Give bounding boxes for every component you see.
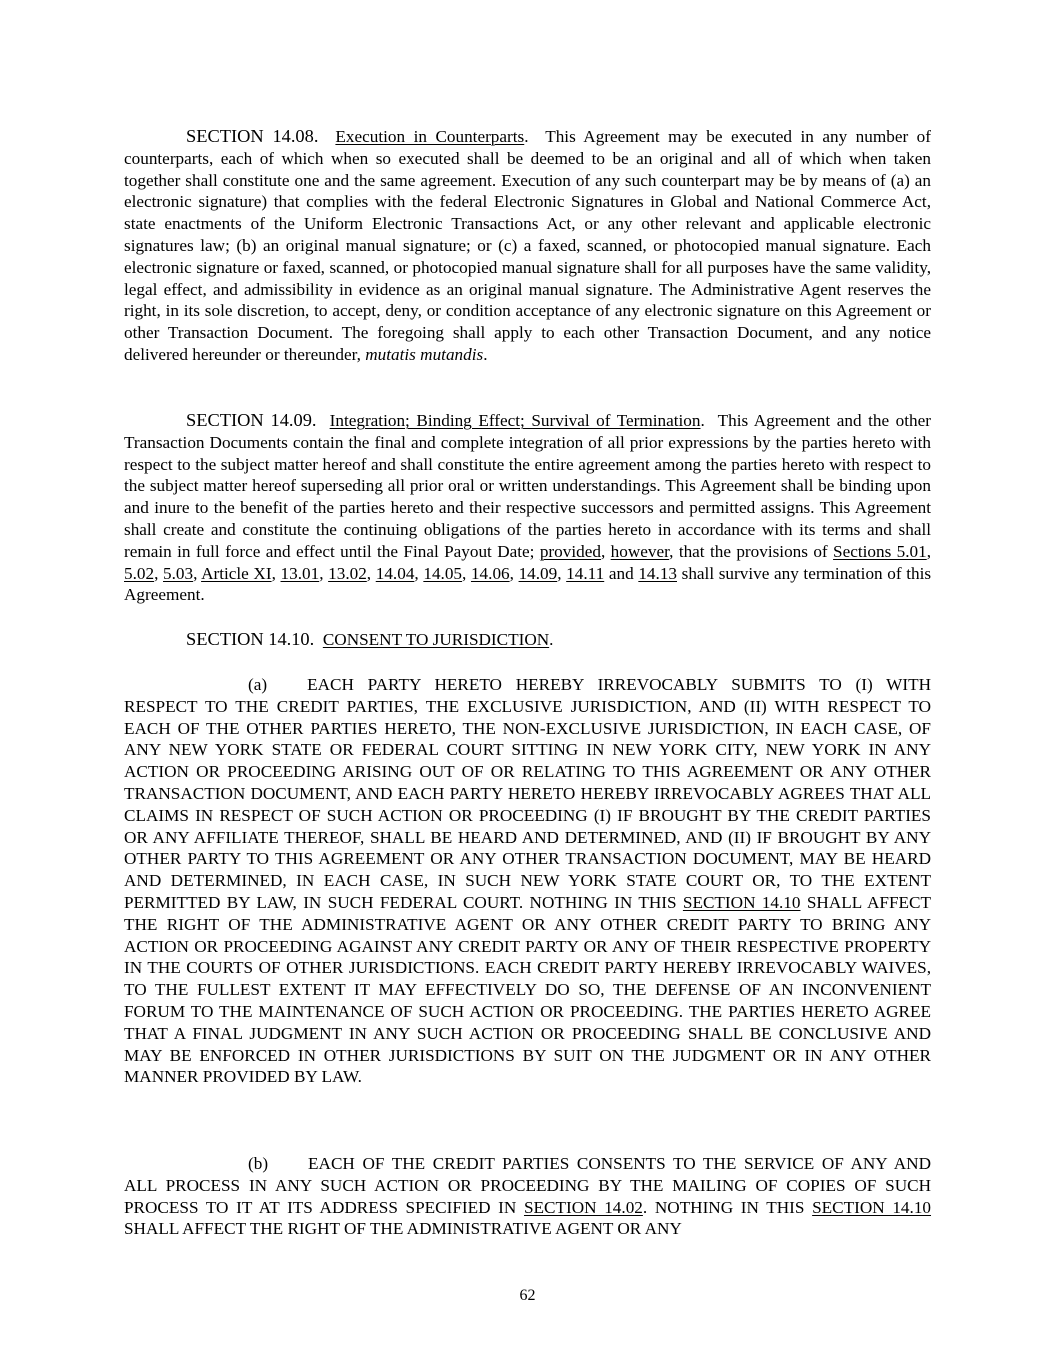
cross-reference: 14.11: [566, 563, 605, 583]
provided-term: provided: [539, 541, 601, 561]
cross-reference: 5.03: [163, 563, 194, 583]
section-heading: Execution in Counterparts: [335, 127, 525, 146]
cross-reference: 14.06: [470, 563, 510, 583]
clause-a: [124, 674, 931, 1088]
clause-body: EACH PARTY HERETO HEREBY IRREVOCABLY SUBMITS TO (I) WITH RESPECT TO THE CREDIT PARTIES, THE EXCLUSIVE JURISDICTION, AND (II) WITH RESPECT TO EACH OF THE OTHER PARTIES HERETO, THE NON-EXCLUSIVE JURISDICTION, IN EACH CASE, OF ANY NEW YORK STATE OR FEDERAL COURT SITTING IN NEW YORK CITY, NEW YORK IN ANY ACTION OR PROCEEDING ARISING OUT OF OR RELATING TO THIS AGREEMENT OR ANY OTHER TRANSACTION DOCUMENT, AND EACH PARTY HERETO HEREBY IRREVOCABLY AGREES THAT ALL CLAIMS IN RESPECT OF SUCH ACTION OR PROCEEDING (I) IF BROUGHT BY THE CREDIT PARTIES OR ANY AFFILIATE THEREOF, SHALL BE HEARD AND DETERMINED, AND (II) IF BROUGHT BY ANY OTHER PARTY TO THIS AGREEMENT OR ANY OTHER TRANSACTION DOCUMENT, MAY BE HEARD AND DETERMINED, IN EACH CASE, IN SUCH NEW YORK STATE COURT OR, TO THE EXTENT PERMITTED BY LAW, IN SUCH FEDERAL COURT. NOTHING IN THIS: [124, 675, 931, 912]
section-number: SECTION 14.08.: [186, 126, 319, 146]
section-body: This Agreement may be executed in any number of counterparts, each of which when so executed shall be deemed to be an original and all of which when taken together shall constitute one and the same agreement. Execution of any such counterpart may be by means of (a) an electronic signature) that complies with the federal Electronic Signatures in Global and National Commerce Act, state enactments of the Uniform Electronic Transactions Act, or any other relevant and applicable electronic signatures law; (b) an original manual signature; or (c) a faxed, scanned, or photocopied manual signature. Each electronic signature or faxed, scanned, or photocopied manual signature shall for all purposes have the same validity, legal effect, and admissibility in evidence as an original manual signature. The Administrative Agent reserves the right, in its sole discretion, to accept, deny, or condition acceptance of any electronic signature on this Agreement or other Transaction Document. The foregoing shall apply to each other Transaction Document, and any notice delivered hereunder or thereunder,: [124, 127, 931, 364]
section-14-09: SECTION 14.09. Integration; Binding Effect; Survival of Termination. This Agreement and the other Transaction Documents contain the final and complete integration of all prior expressions by the parties hereto with respect to the subject matter hereof and shall constitute the entire agreement among the parties hereto with respect to the subject matter hereof superseding all prior oral or written understandings. This Agreement shall be binding upon and inure to the benefit of the parties hereto and their respective successors and permitted assigns. This Agreement shall create and constitute the continuing obligations of the parties hereto in accordance with its terms and shall remain in full force and effect until the Final Payout Date; provided, however, that the provisions of Sections 5.01, 5.02, 5.03, Article XI, 13.01, 13.02, 14.04, 14.05, 14.06, 14.09, 14.11 and 14.13 shall survive any termination of this Agreement.: [124, 410, 932, 605]
clause-label: (a): [248, 675, 268, 694]
section-14-10-title: SECTION 14.10. CONSENT TO JURISDICTION.: [186, 629, 554, 649]
cross-reference: Article XI: [201, 563, 272, 583]
italic-phrase: mutatis mutandis: [365, 344, 484, 364]
cross-reference: Sections 5.01: [833, 541, 927, 561]
cross-reference: SECTION 14.10: [682, 892, 801, 912]
however-term: however: [610, 541, 670, 561]
cross-reference: SECTION 14.02: [523, 1197, 643, 1217]
cross-reference: 13.02: [328, 563, 367, 583]
section-number: SECTION 14.10.: [186, 629, 315, 649]
section-number: SECTION 14.09.: [186, 410, 317, 430]
section-body: This Agreement and the other Transaction Documents contain the final and complete integration of all prior expressions by the parties hereto with respect to the subject matter hereof and shall constitute the entire agreement among the parties hereto with respect to the subject matter hereof superseding all prior oral or written understandings. This Agreement shall be binding upon and inure to the benefit of the parties hereto and their respective successors and permitted assigns. This Agreement shall create and constitute the continuing obligations of the parties hereto in accordance with its terms and shall remain in full force and effect until the Final Payout Date;: [124, 411, 931, 561]
section-tail: shall survive any termination of this Agreement.: [124, 563, 932, 605]
cross-reference: 13.01: [280, 563, 320, 583]
cross-reference: 14.13: [638, 563, 677, 583]
cross-reference: 14.09: [518, 563, 558, 583]
clause-mid-text: . NOTHING IN THIS: [642, 1197, 805, 1217]
clause-body-continued: SHALL AFFECT THE RIGHT OF THE ADMINISTRATIVE AGENT OR ANY: [124, 1219, 682, 1239]
cross-reference: 14.05: [423, 563, 463, 583]
clause-body-continued: SHALL AFFECT THE RIGHT OF THE ADMINISTRATIVE AGENT OR ANY OTHER CREDIT PARTY TO BRING ANY ACTION OR PROCEEDING AGAINST ANY CREDIT PARTY OR ANY OF THEIR RESPECTIVE PROPERTY IN THE COURTS OF OTHER JURISDICTIONS. EACH CREDIT PARTY HEREBY IRREVOCABLY WAIVES, TO THE FULLEST EXTENT IT MAY EFFECTIVELY DO SO, THE DEFENSE OF AN INCONVENIENT FORUM TO THE MAINTENANCE OF SUCH ACTION OR PROCEEDING. THE PARTIES HERETO AGREE THAT A FINAL JUDGMENT IN ANY SUCH ACTION OR PROCEEDING SHALL BE CONCLUSIVE AND MAY BE ENFORCED IN OTHER JURISDICTIONS BY SUIT ON THE JUDGMENT OR IN ANY OTHER MANNER PROVIDED BY LAW.: [124, 892, 931, 1087]
clause-b: [124, 1153, 931, 1240]
and-word: and: [608, 563, 634, 583]
cross-reference: 5.02: [124, 563, 155, 583]
section-heading: Integration; Binding Effect; Survival of Termination: [329, 411, 701, 430]
cross-reference: SECTION 14.10: [812, 1197, 932, 1217]
page-number: 62: [519, 1287, 536, 1304]
provisions-text: that the provisions of: [678, 541, 828, 561]
cross-reference: 14.04: [375, 563, 415, 583]
clause-label: (b): [248, 1154, 269, 1173]
section-14-08: SECTION 14.08. Execution in Counterparts. This Agreement may be executed in any number of counterparts, each of which when so executed shall be deemed to be an original and all of which when taken together shall constitute one and the same agreement. Execution of any such counterpart may be by means of (a) an electronic signature) that complies with the federal Electronic Signatures in Global and National Commerce Act, state enactments of the Uniform Electronic Transactions Act, or any other relevant and applicable electronic signatures law; (b) an original manual signature; or (c) a faxed, scanned, or photocopied manual signature. Each electronic signature or faxed, scanned, or photocopied manual signature shall for all purposes have the same validity, legal effect, and admissibility in evidence as an original manual signature. The Administrative Agent reserves the right, in its sole discretion, to accept, deny, or condition acceptance of any electronic signature on this Agreement or other Transaction Document. The foregoing shall apply to each other Transaction Document, and any notice delivered hereunder or thereunder, mutatis mutandis.: [124, 126, 931, 364]
clause-body: EACH OF THE CREDIT PARTIES CONSENTS TO THE SERVICE OF ANY AND ALL PROCESS IN ANY SUCH ACTION OR PROCEEDING BY THE MAILING OF COPIES OF SUCH PROCESS TO IT AT ITS ADDRESS SPECIFIED IN: [124, 1154, 931, 1217]
section-heading: CONSENT TO JURISDICTION: [322, 630, 550, 649]
